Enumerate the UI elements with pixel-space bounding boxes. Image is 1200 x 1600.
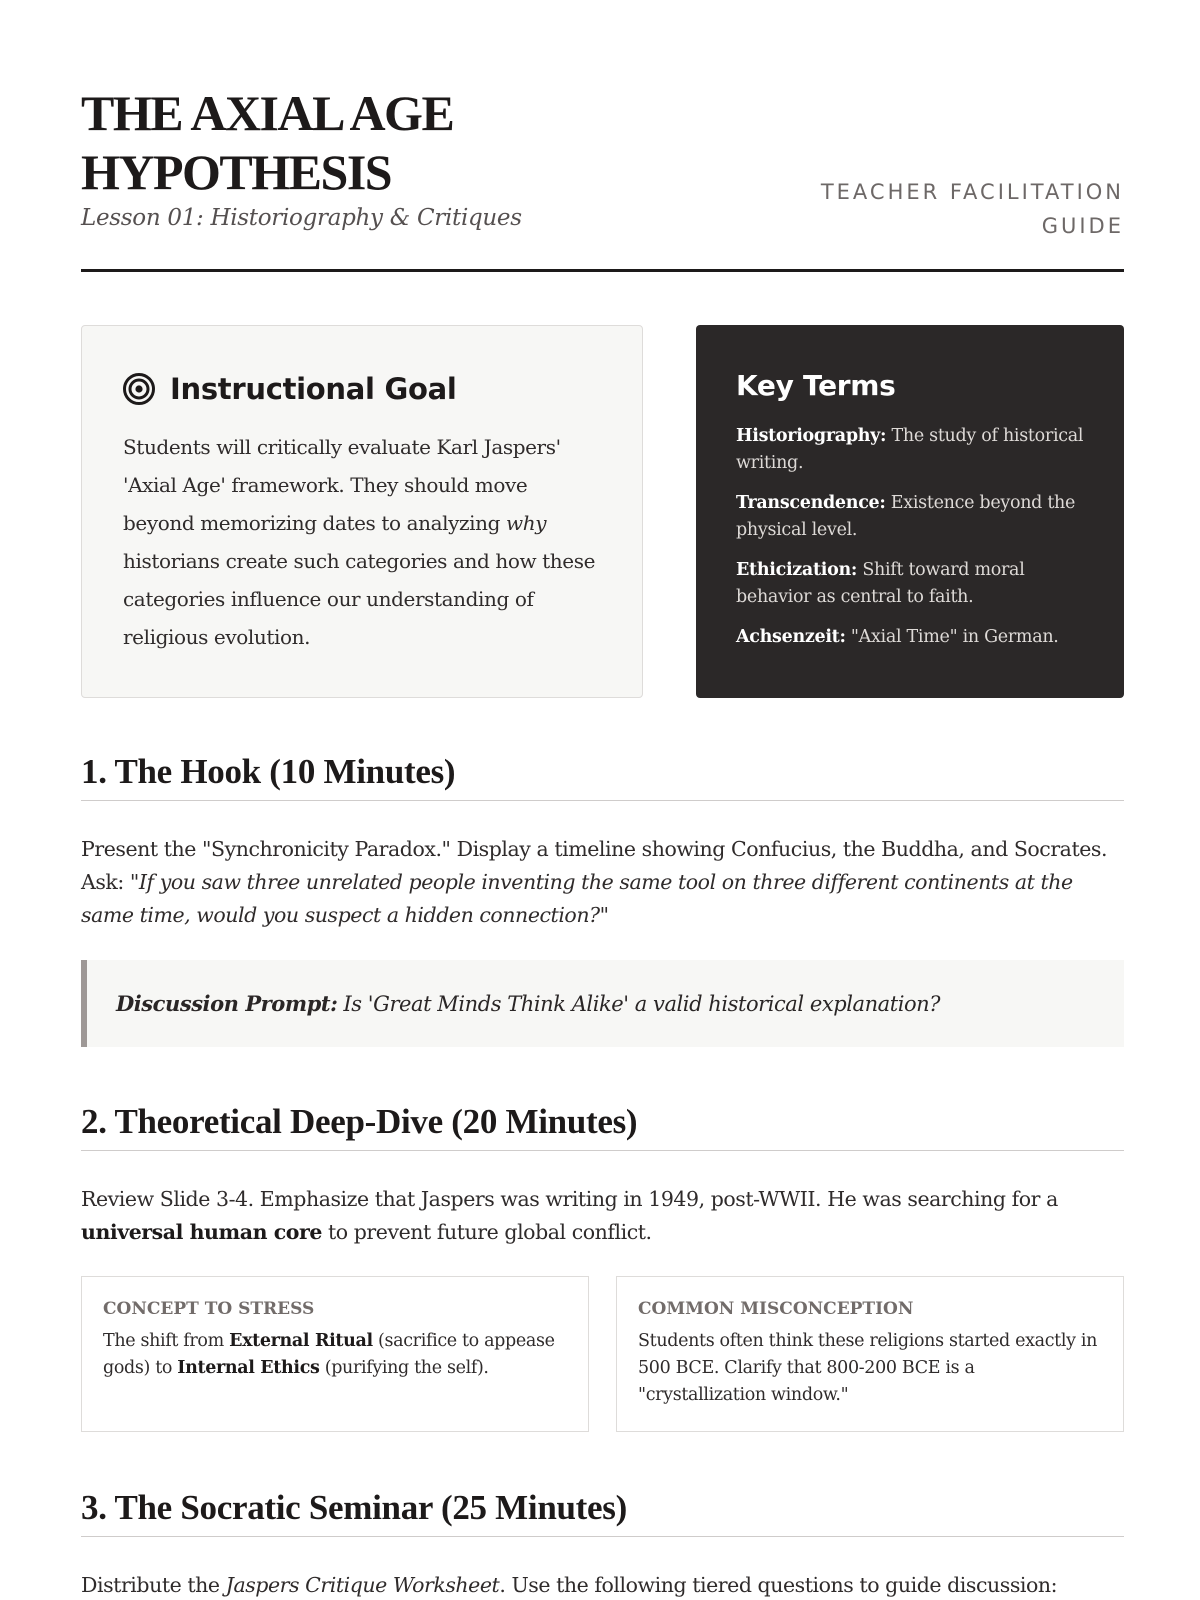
term-name: Historiography: bbox=[736, 426, 887, 446]
section-3-heading: 3. The Socratic Seminar (25 Minutes) bbox=[81, 1488, 1124, 1537]
lesson-subtitle: Lesson 01: Historiography & Critiques bbox=[81, 205, 522, 231]
section-1-heading: 1. The Hook (10 Minutes) bbox=[81, 752, 1124, 801]
guide-label-line-2: GUIDE bbox=[1041, 214, 1124, 238]
goal-text-emphasis: why bbox=[506, 511, 547, 535]
key-term-item bbox=[736, 490, 1096, 544]
section-1-text bbox=[81, 833, 1124, 932]
title-line-2: HYPOTHESIS bbox=[81, 144, 392, 200]
guide-label-line-1: TEACHER FACILITATION bbox=[820, 180, 1124, 204]
concept-bold-internal: Internal Ethics bbox=[177, 1358, 320, 1378]
key-term-item bbox=[736, 624, 1096, 651]
document-header bbox=[81, 0, 1124, 272]
worksheet-name: Jaspers Critique Worksheet bbox=[225, 1573, 500, 1597]
hook-question: "If you saw three unrelated people inventing the same tool on three different continents at the same time, would you suspect a hidden connection?" bbox=[81, 870, 1073, 927]
goal-title: Instructional Goal bbox=[170, 372, 457, 406]
discussion-prompt-label: Discussion Prompt: bbox=[116, 991, 338, 1016]
document-title bbox=[81, 84, 641, 202]
term-definition: "Axial Time" in German. bbox=[845, 627, 1059, 647]
instructional-goal-card bbox=[81, 325, 643, 698]
section-3-text bbox=[81, 1569, 1124, 1600]
deep-dive-text-end: to prevent future global conflict. bbox=[321, 1220, 652, 1244]
term-name: Ethicization: bbox=[736, 560, 858, 580]
discussion-prompt-box bbox=[81, 960, 1124, 1047]
overview-cards bbox=[81, 325, 1124, 698]
term-definition: The study of historical writing. bbox=[736, 426, 1084, 473]
hook-instructions: Present the "Synchronicity Paradox." Display a timeline showing Confucius, the Buddha, and Socrates. Ask: bbox=[81, 837, 1108, 894]
concept-text-part: (purifying the self). bbox=[319, 1358, 489, 1378]
goal-heading bbox=[122, 372, 457, 406]
key-term-item bbox=[736, 557, 1096, 611]
deep-dive-text-start: Review Slide 3-4. Emphasize that Jaspers was writing in 1949, post-WWII. He was searching for a bbox=[81, 1187, 1058, 1211]
deep-dive-bold: universal human core bbox=[81, 1220, 322, 1244]
term-definition: Shift toward moral behavior as central to faith. bbox=[736, 560, 1025, 607]
goal-description bbox=[123, 428, 603, 656]
concept-text bbox=[103, 1328, 567, 1382]
section-2-text bbox=[81, 1183, 1124, 1249]
concept-bold-external: External Ritual bbox=[229, 1331, 373, 1351]
term-definition: Existence beyond the physical level. bbox=[736, 493, 1076, 540]
key-terms-list bbox=[736, 423, 1096, 664]
concept-to-stress-box bbox=[81, 1276, 589, 1432]
guide-type-label bbox=[821, 175, 1124, 243]
concept-label: CONCEPT TO STRESS bbox=[103, 1299, 315, 1319]
term-name: Achsenzeit: bbox=[736, 627, 846, 647]
misconception-text: Students often think these religions started exactly in 500 BCE. Clarify that 800-200 BCE is a "crystallization window." bbox=[638, 1331, 1098, 1405]
common-misconception-box bbox=[616, 1276, 1124, 1432]
goal-text-end: historians create such categories and how these categories influence our understanding of religious evolution. bbox=[123, 549, 596, 649]
goal-text-start: Students will critically evaluate Karl Jaspers' 'Axial Age' framework. They should move beyond memorizing dates to analyzing bbox=[123, 435, 561, 535]
target-icon bbox=[122, 372, 156, 406]
concept-text-part: The shift from bbox=[103, 1331, 230, 1351]
term-name: Transcendence: bbox=[736, 493, 886, 513]
discussion-prompt-text: Is 'Great Minds Think Alike' a valid historical explanation? bbox=[343, 991, 941, 1016]
seminar-text-start: Distribute the bbox=[81, 1573, 226, 1597]
title-line-1: THE AXIAL AGE bbox=[81, 85, 454, 141]
key-terms-title: Key Terms bbox=[736, 369, 896, 402]
key-term-item bbox=[736, 423, 1096, 477]
misconception-label: COMMON MISCONCEPTION bbox=[638, 1299, 914, 1319]
concept-text-part: (sacrifice to appease gods) to bbox=[103, 1331, 555, 1378]
seminar-text-end: . Use the following tiered questions to guide discussion: bbox=[499, 1573, 1058, 1597]
lesson-guide-page bbox=[81, 0, 1124, 1597]
section-2-heading: 2. Theoretical Deep-Dive (20 Minutes) bbox=[81, 1102, 1124, 1151]
key-terms-card bbox=[696, 325, 1124, 698]
